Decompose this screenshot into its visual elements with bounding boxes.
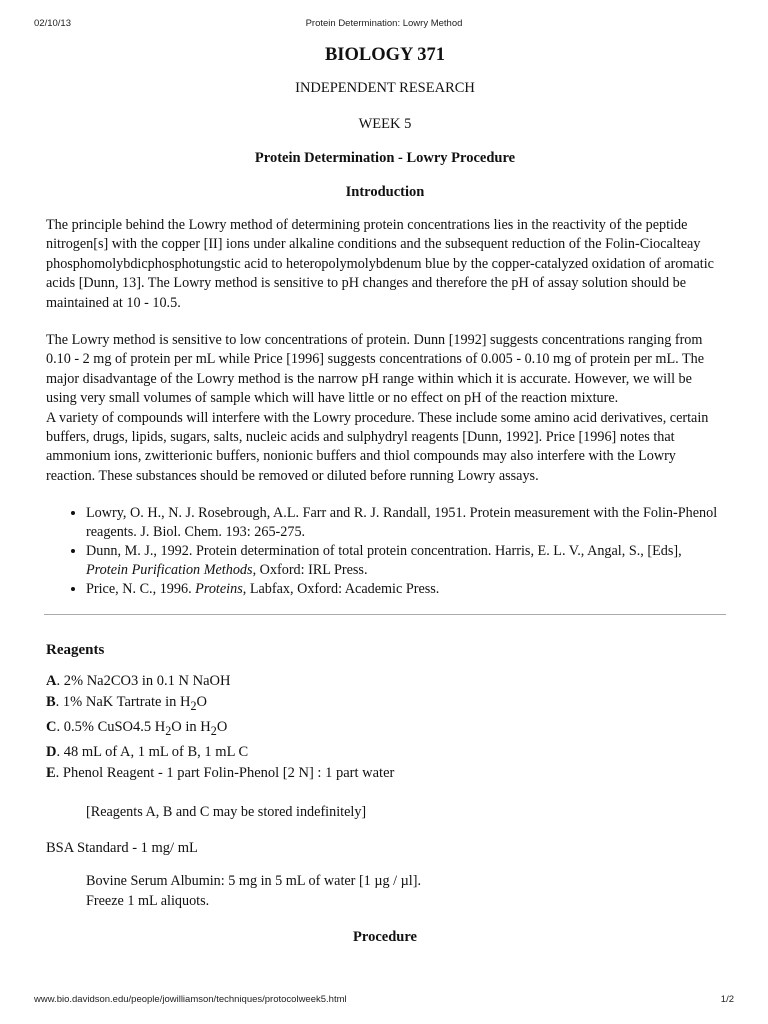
reagent-b: B. 1% NaK Tartrate in $H_2O$ [46,694,208,714]
print-footer [34,994,734,1008]
reference-item: • Dunn, M. J., 1992. Protein determination of total protein concentration. Harris, E. L. V., Angal, S., [Eds], Protein Purification Methods, Oxford: IRL Press. [86,542,724,580]
reagent-c: C. 0.5% CuSO4.5 $H_2O$ in $H_2O$ [46,719,228,739]
reagent-e: E. Phenol Reagent - 1 part Folin-Phenol [2 N] : 1 part water [46,765,395,782]
intro-paragraph-3: A variety of compounds will interfere with the Lowry procedure. These include some amino acid derivatives, certain buffers, drugs, lipids, sugars, salts, nucleic acids and sulphydryl reagents [Dunn, 1992]. Price [1996] notes that ammonium ions, zwitterionic buffers, nonionic buffers and thiol compounds may also interfere with the Lowry reaction. These substances should be removed or diluted before running Lowry assays. [46,409,709,484]
week-heading: WEEK 5 [358,116,412,132]
print-page-title: Protein Determination: Lowry Method [305,18,463,29]
topic-heading: Protein Determination - Lowry Procedure [254,150,516,166]
print-date: 02/10/13 [34,18,71,29]
introduction-heading: Introduction [345,184,425,200]
page-number: 1/2 [720,994,734,1005]
intro-paragraph-2: The Lowry method is sensitive to low concentrations of protein. Dunn [1992] suggests concentrations ranging from 0.10 - 2 mg of protein per mL while Price [1996] suggests concentrations of 0.005 - 0.10 mg of protein per mL. The major disadvantage of the Lowry method is the narrow pH range within which it is accurate. However, we will be using very small volumes of sample which will have little or no effect on pH of the reaction mixture. [46,332,705,407]
reference-item: • Price, N. C., 1996. Proteins, Labfax, Oxford: Academic Press. [86,580,724,599]
procedure-heading: Procedure [353,929,417,946]
reference-list [46,504,724,599]
bsa-standard-title: BSA Standard - 1 mg/ mL [46,840,198,857]
reagent-storage-note: [Reagents A, B and C may be stored indefinitely] [86,804,367,821]
intro-paragraph-1: The principle behind the Lowry method of determining protein concentrations lies in the reactivity of the peptide nitrogen[s] with the copper [II] ions under alkaline conditions and the subsequent reduction of the Folin-Ciocalteay phosphomolybdicphosphotungstic acid to heteropolymolybdenum blue by the copper-catalyzed oxidation of aromatic acids [Dunn, 13]. The Lowry method is sensitive to pH changes and therefore the pH of assay solution should be maintained at 10 - 10.5. [46,217,714,311]
page-url: www.bio.davidson.edu/people/jowilliamson/techniques/protocolweek5.html [34,994,347,1005]
bsa-line-1: Bovine Serum Albumin: 5 mg in 5 mL of water [1 µg / µl]. [86,873,422,890]
reagent-a: A. 2% Na2CO3 in 0.1 N NaOH [46,673,231,690]
reagent-d: D. 48 mL of A, 1 mL of B, 1 mL C [46,744,249,761]
print-header [34,18,734,32]
course-heading: BIOLOGY 371 [324,45,446,65]
reagents-heading: Reagents [46,642,105,659]
reagent-list [46,671,724,784]
reference-item: • Lowry, O. H., N. J. Rosebrough, A.L. Farr and R. J. Randall, 1951. Protein measurement with the Folin-Phenol reagents. J. Biol. Chem. 193: 265-275. [86,504,724,542]
subtitle-heading: INDEPENDENT RESEARCH [295,80,475,96]
bsa-line-2: Freeze 1 mL aliquots. [86,893,210,910]
section-divider [44,614,726,615]
document-body [46,40,724,947]
